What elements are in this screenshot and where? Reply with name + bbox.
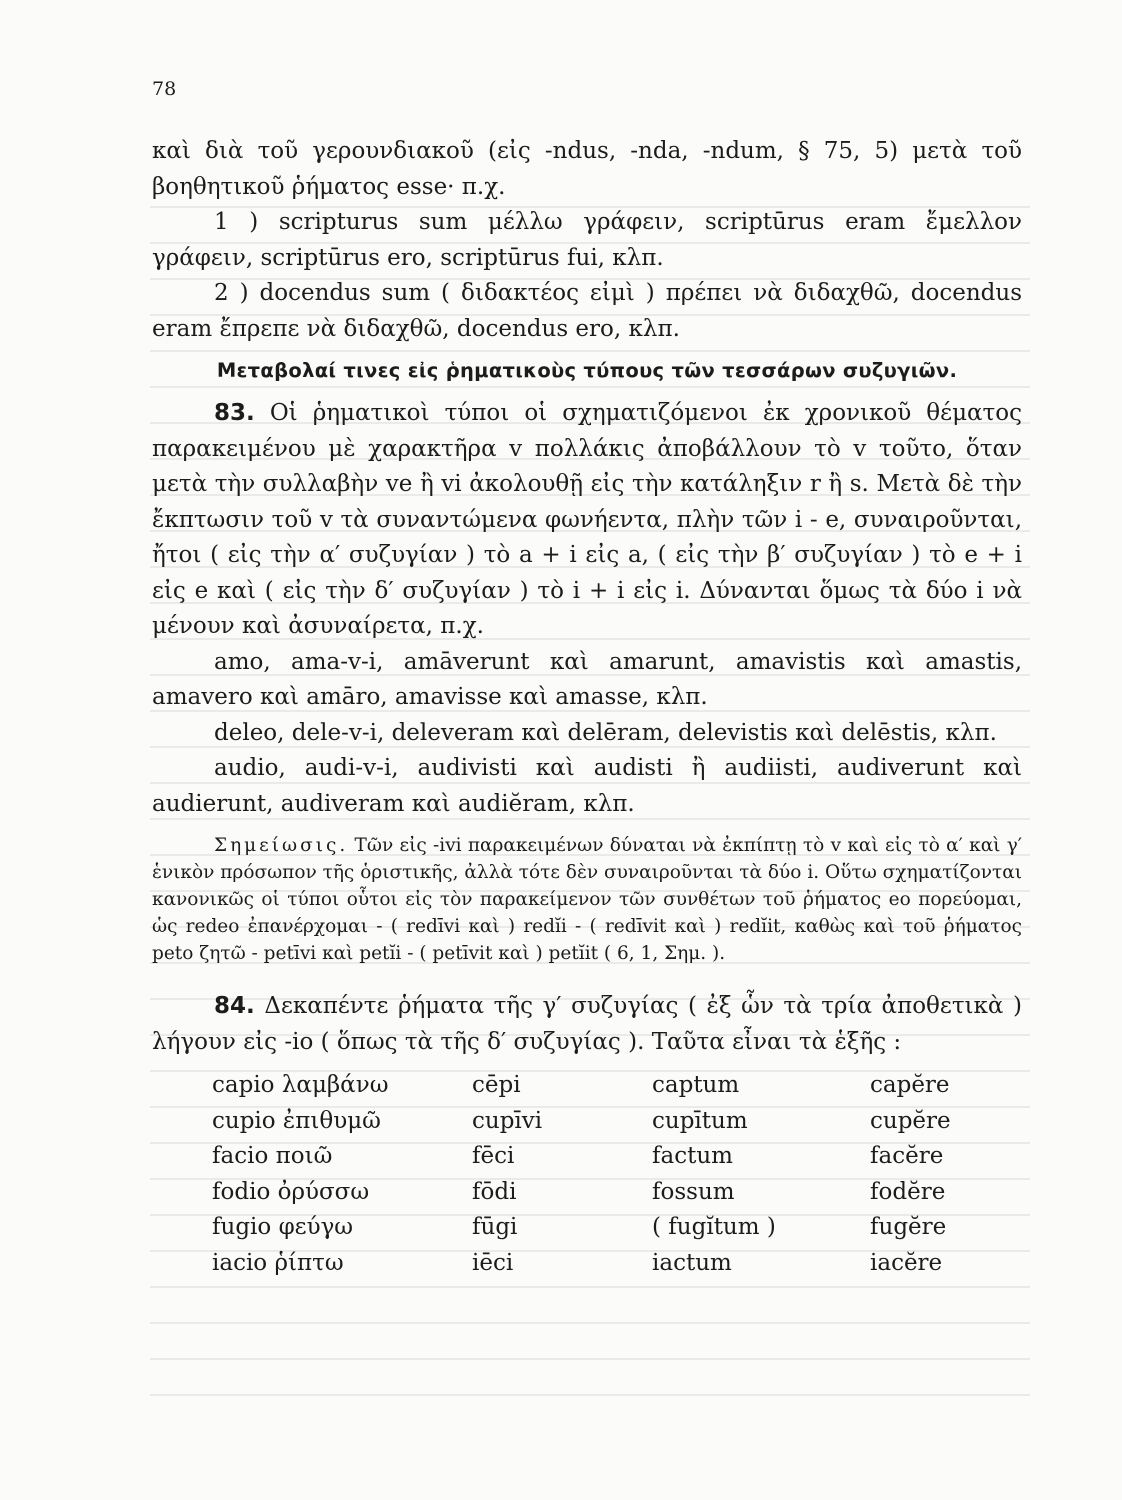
verb-supine: factum (652, 1143, 733, 1169)
example-docendus: 2 ) docendus sum ( διδακτέος εἰμὶ ) πρέπει νὰ διδαχθῶ, docendus eram ἔπρεπε νὰ διδαχθῶ, docendus ero, κλπ. (152, 280, 1022, 342)
verb-present: fodio ὀρύσσω (212, 1178, 370, 1205)
verb-row (212, 1179, 951, 1215)
verb-supine: ( fugĭtum ) (652, 1214, 776, 1240)
verb-row (212, 1072, 951, 1108)
verb-present: cupio ἐπιθυμῶ (212, 1107, 381, 1134)
verb-perfect: cēpi (472, 1072, 521, 1098)
verb-principal-parts-table (212, 1072, 951, 1285)
section-84-text: Δεκαπέντε ῥήματα τῆς γ′ συζυγίας ( ἐξ ὧν τὰ τρία ἀποθετικὰ ) λήγουν εἰς -io ( ὅπως τὰ τῆς δ′ συζυγίας ). Ταῦτα εἶναι τὰ ἑξῆς : (152, 993, 1023, 1055)
note-paragraph (152, 832, 1022, 967)
verb-infinitive: fugĕre (870, 1214, 947, 1240)
section-83 (152, 396, 1022, 645)
section-83-text: Οἱ ῥηματικοὶ τύποι οἱ σχηματιζόμενοι ἐκ χρονικοῦ θέματος παρακειμένου μὲ χαρακτῆρα v πολλάκις ἀποβάλλουν τὸ v τοῦτο, ὅταν μετὰ τὴν συλλαβὴν ve ἢ vi ἀκολουθῇ εἰς τὴν κατάληξιν r ἢ s. Μετὰ δὲ τὴν ἔκπτωσιν τοῦ v τὰ συναντώμενα φωνήεντα, πλὴν τῶν i - e, συναιροῦνται, ἤτοι ( εἰς τὴν α′ συζυγίαν ) τὸ a + i εἰς a, ( εἰς τὴν β′ συζυγίαν ) τὸ e + i εἰς e καὶ ( εἰς τὴν δ′ συζυγίαν ) τὸ i + i εἰς i. Δύνανται ὅμως τὰ δύο i νὰ μένουν καὶ ἀσυναίρετα, π.χ. (152, 400, 1022, 639)
note-label: Σημείωσις. (214, 835, 349, 856)
verb-infinitive: fodĕre (870, 1178, 946, 1205)
verb-perfect: fōdi (472, 1178, 517, 1205)
verb-supine: fossum (652, 1178, 735, 1205)
paragraph-gerundive: καὶ διὰ τοῦ γερουνδιακοῦ (εἰς -ndus, -nda, -ndum, § 75, 5) μετὰ τοῦ βοηθητικοῦ ῥήματος esse· π.χ. (152, 138, 1022, 200)
verb-infinitive: facĕre (870, 1143, 944, 1169)
verb-perfect: fēci (472, 1143, 515, 1169)
page-content (152, 134, 1022, 1285)
verb-infinitive: capĕre (870, 1072, 950, 1098)
page-number: 78 (152, 78, 177, 100)
verb-supine: captum (652, 1072, 740, 1098)
section-heading: Μεταβολαί τινες εἰς ῥηματικοὺς τύπους τῶν τεσσάρων συζυγιῶν. (216, 359, 958, 382)
verb-perfect: fūgi (472, 1214, 518, 1240)
verb-present: capio λαμβάνω (212, 1072, 389, 1098)
example-scripturus: 1 ) scripturus sum μέλλω γράφειν, scriptūrus eram ἔμελλον γράφειν, scriptūrus ero, scriptūrus fui, κλπ. (152, 209, 1022, 271)
note-text: Τῶν εἰς -ivi παρακειμένων δύναται νὰ ἐκπίπτῃ τὸ v καὶ εἰς τὸ α′ καὶ γ′ ἑνικὸν πρόσωπον τῆς ὁριστικῆς, ἀλλὰ τότε δὲν συναιροῦνται τὰ δύο i. Οὕτω σχηματίζονται κανονικῶς οἱ τύποι οὗτοι εἰς τὸν παρακείμενον τῶν συνθέτων τοῦ ῥήματος eo πορεύομαι, ὡς redeo ἐπανέρχομαι - ( redīvi καὶ ) redĭi - ( redīvit καὶ ) redĭit, καθὼς καὶ τοῦ ῥήματος peto ζητῶ - petīvi καὶ petĭi - ( petīvit καὶ ) petĭit ( 6, 1, Σημ. ). (152, 835, 1022, 964)
example-audio: audio, audi-v-i, audivisti καὶ audisti ἢ audiisti, audiverunt καὶ audierunt, audiveram καὶ audiĕram, κλπ. (152, 755, 1022, 817)
verb-perfect: cupīvi (472, 1107, 543, 1134)
verb-row (212, 1108, 951, 1144)
verb-infinitive: iacĕre (870, 1249, 943, 1276)
section-number-84: 84. (214, 993, 255, 1019)
section-number-83: 83. (214, 400, 255, 426)
verb-row (212, 1214, 951, 1250)
verb-row (212, 1250, 951, 1286)
verb-present: facio ποιῶ (212, 1143, 333, 1169)
verb-perfect: iēci (472, 1249, 514, 1276)
verb-present: iacio ῥίπτω (212, 1249, 344, 1276)
example-amo: amo, ama-v-i, amāverunt καὶ amarunt, amavistis καὶ amastis, amavero καὶ amāro, amavisse καὶ amasse, κλπ. (152, 648, 1022, 710)
verb-present: fugio φεύγω (212, 1214, 354, 1240)
example-deleo: deleo, dele-v-i, deleveram καὶ delēram, delevistis καὶ delēstis, κλπ. (214, 719, 997, 746)
verb-infinitive: cupĕre (870, 1107, 951, 1134)
verb-supine: iactum (652, 1249, 732, 1276)
verb-supine: cupītum (652, 1107, 748, 1134)
section-84 (152, 989, 1022, 1060)
verb-row (212, 1143, 951, 1179)
